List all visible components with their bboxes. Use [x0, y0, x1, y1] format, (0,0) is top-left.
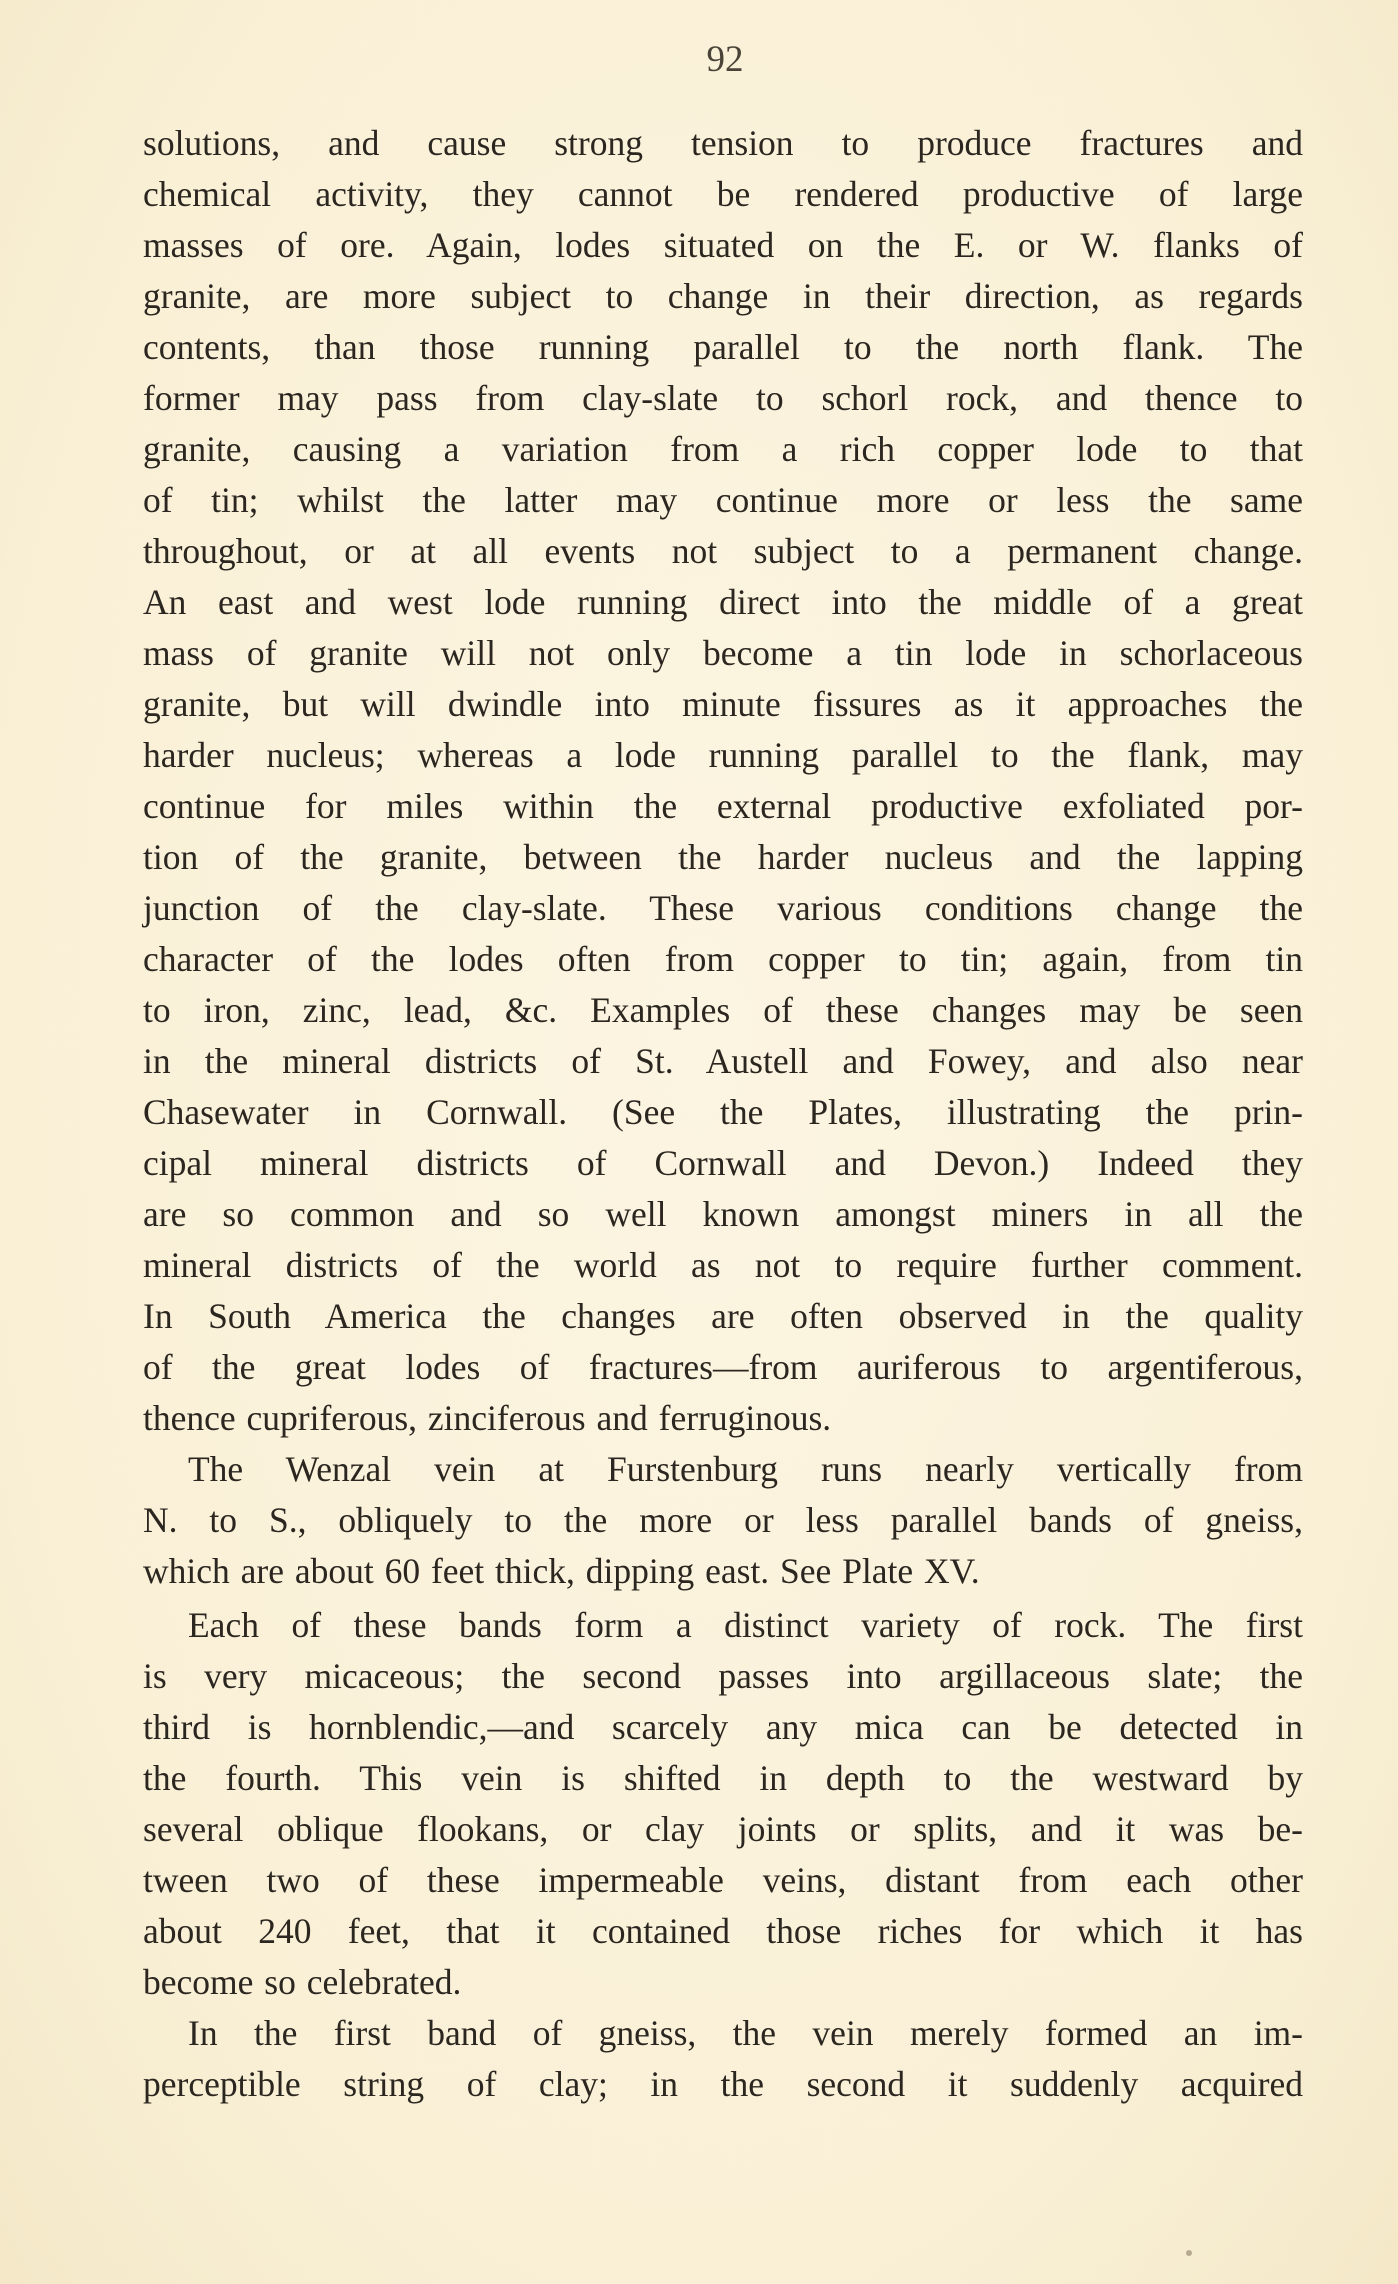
body-text — [143, 118, 1303, 2110]
text-line: The Wenzal vein at Furstenburg runs nearly vertically from — [188, 1449, 1303, 1489]
text-line: about 240 feet, that it contained those riches for which it has — [143, 1911, 1303, 1951]
text-line: thence cupriferous, zinciferous and ferruginous. — [143, 1398, 832, 1438]
page-number: 92 — [706, 39, 744, 80]
text-line: masses of ore. Again, lodes situated on the E. or W. flanks of — [143, 225, 1303, 265]
text-line: character of the lodes often from copper to tin; again, from tin — [143, 939, 1303, 979]
text-line: mineral districts of the world as not to require further comment. — [143, 1245, 1303, 1285]
paragraph — [143, 118, 1303, 1444]
text-line: throughout, or at all events not subject to a permanent change. — [143, 531, 1303, 571]
text-line: of the great lodes of fractures—from auriferous to argentiferous, — [143, 1347, 1303, 1387]
text-line: tion of the granite, between the harder nucleus and the lapping — [143, 837, 1303, 877]
text-line: mass of granite will not only become a tin lode in schorlaceous — [143, 633, 1303, 673]
text-line: are so common and so well known amongst miners in all the — [143, 1194, 1303, 1234]
text-line: tween two of these impermeable veins, distant from each other — [143, 1860, 1303, 1900]
text-line: become so celebrated. — [143, 1962, 462, 2002]
text-line: continue for miles within the external productive exfoliated por- — [143, 786, 1303, 826]
text-line: solutions, and cause strong tension to produce fractures and — [143, 123, 1303, 163]
paragraph — [143, 2008, 1303, 2110]
text-line: Chasewater in Cornwall. (See the Plates, illustrating the prin- — [143, 1092, 1303, 1132]
text-line: cipal mineral districts of Cornwall and Devon.) Indeed they — [143, 1143, 1303, 1183]
text-line: chemical activity, they cannot be rendered productive of large — [143, 174, 1303, 214]
text-line: harder nucleus; whereas a lode running parallel to the flank, may — [143, 735, 1303, 775]
text-line: junction of the clay-slate. These various conditions change the — [143, 888, 1303, 928]
text-line: N. to S., obliquely to the more or less parallel bands of gneiss, — [143, 1500, 1303, 1540]
text-line: granite, causing a variation from a rich copper lode to that — [143, 429, 1303, 469]
text-line: in the mineral districts of St. Austell and Fowey, and also near — [143, 1041, 1303, 1081]
paper-speck — [1186, 2250, 1192, 2256]
text-line: to iron, zinc, lead, &c. Examples of these changes may be seen — [143, 990, 1303, 1030]
text-line: contents, than those running parallel to the north flank. The — [143, 327, 1303, 367]
text-line: granite, but will dwindle into minute fissures as it approaches the — [143, 684, 1303, 724]
text-line: In the first band of gneiss, the vein merely formed an im- — [188, 2013, 1303, 2053]
text-line: In South America the changes are often observed in the quality — [143, 1296, 1303, 1336]
paragraph — [143, 1600, 1303, 2008]
paragraph — [143, 1444, 1303, 1597]
text-line: granite, are more subject to change in their direction, as regards — [143, 276, 1303, 316]
text-line: Each of these bands form a distinct variety of rock. The first — [188, 1605, 1303, 1645]
text-line: former may pass from clay-slate to schorl rock, and thence to — [143, 378, 1303, 418]
text-line: which are about 60 feet thick, dipping east. See Plate XV. — [143, 1551, 980, 1591]
text-line: several oblique flookans, or clay joints or splits, and it was be- — [143, 1809, 1303, 1849]
text-line: the fourth. This vein is shifted in depth to the westward by — [143, 1758, 1303, 1798]
text-line: perceptible string of clay; in the second it suddenly acquired — [143, 2064, 1303, 2104]
text-line: third is hornblendic,—and scarcely any mica can be detected in — [143, 1707, 1303, 1747]
text-line: of tin; whilst the latter may continue more or less the same — [143, 480, 1303, 520]
text-line: is very micaceous; the second passes into argillaceous slate; the — [143, 1656, 1303, 1696]
text-line: An east and west lode running direct into the middle of a great — [143, 582, 1303, 622]
